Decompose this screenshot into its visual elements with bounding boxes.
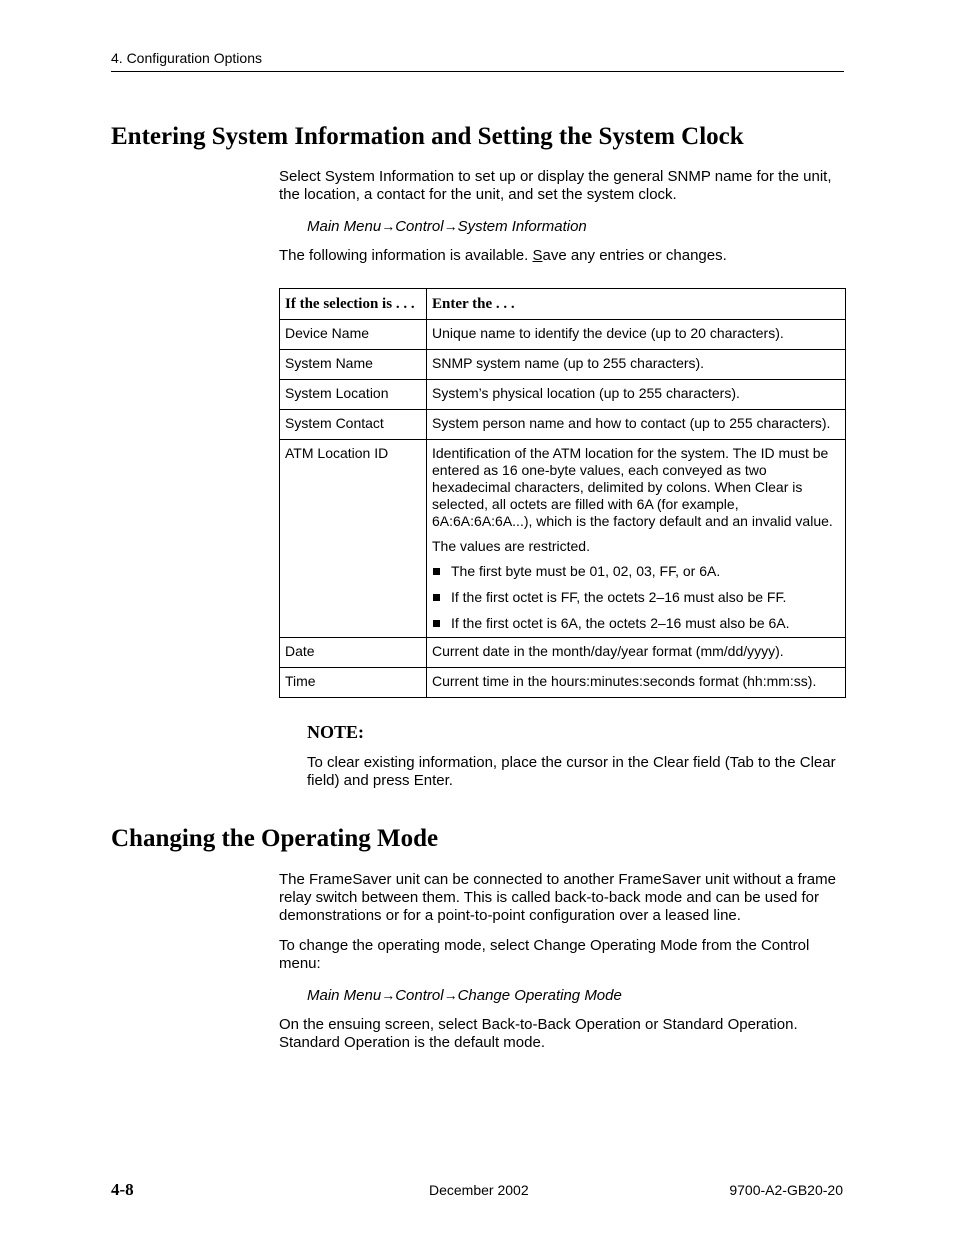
menu-path-step: Change Operating Mode [457,987,622,1004]
page-number: 4-8 [111,1180,134,1199]
right-arrow-icon: → [443,218,458,234]
selection-cell: Date [280,638,427,668]
selection-cell: Device Name [280,320,427,350]
list-item: The first byte must be 01, 02, 03, FF, or 6A. [432,563,840,580]
table-row [280,638,846,668]
table-row [280,668,846,698]
selection-cell: ATM Location ID [280,440,427,638]
save-hotkey-letter: S [532,247,543,264]
column-header-selection: If the selection is . . . [280,289,427,320]
note-text: To clear existing information, place the cursor in the Clear field (Tab to the Clear field) and press Enter. [307,754,836,789]
available-info-text [279,247,839,265]
system-info-intro: Select System Information to set up or display the general SNMP name for the unit, the location, a contact for the unit, and set the system clock. [279,168,832,203]
table-row [280,410,846,440]
table-row [280,320,846,350]
menu-path-step: Control [395,218,444,235]
section-title-system-information: Entering System Information and Setting the System Clock [111,123,744,150]
column-header-enter: Enter the . . . [427,289,846,320]
list-item: If the first octet is FF, the octets 2–16 must also be FF. [432,589,840,606]
menu-path-system-information [307,217,587,236]
publication-date: December 2002 [429,1182,529,1198]
description-cell: Unique name to identify the device (up to 20 characters). [427,320,846,350]
available-info-prefix: The following information is available. [279,247,533,264]
menu-path-change-operating-mode [307,986,622,1005]
description-cell: SNMP system name (up to 255 characters). [427,350,846,380]
restriction-list [432,563,840,632]
menu-path-step: Main Menu [307,987,382,1004]
description-cell: Current date in the month/day/year format (mm/dd/yyyy). [427,638,846,668]
right-arrow-icon: → [381,987,396,1003]
table-row [280,380,846,410]
selection-cell: System Location [280,380,427,410]
table-row [280,440,846,638]
right-arrow-icon: → [443,987,458,1003]
selection-cell: System Contact [280,410,427,440]
running-header: 4. Configuration Options [111,50,844,72]
atm-id-restricted-note: The values are restricted. [432,538,590,554]
description-cell: Current time in the hours:minutes:seconds format (hh:mm:ss). [427,668,846,698]
description-cell: System’s physical location (up to 255 characters). [427,380,846,410]
atm-id-description: Identification of the ATM location for the system. The ID must be entered as 16 one-byte values, each conveyed as two hexadecimal characters, delimited by colons. When Clear is selected, all octets are filled with 6A (for example, 6A:6A:6A:6A...), which is the factory default and an invalid value. [432,445,833,529]
description-cell [427,440,846,638]
available-info-suffix: ave any entries or changes. [542,247,727,264]
table-row [280,350,846,380]
operating-mode-para-1: The FrameSaver unit can be connected to another FrameSaver unit without a frame relay switch between them. This is called back-to-back mode and can be used for demonstrations or for a point-to-point configuration over a leased line. [279,871,836,924]
operating-mode-para-2: To change the operating mode, select Change Operating Mode from the Control menu: [279,937,810,972]
right-arrow-icon: → [381,218,396,234]
table-header-row [280,289,846,320]
operating-mode-para-3: On the ensuing screen, select Back-to-Back Operation or Standard Operation. Standard Operation is the default mode. [279,1016,798,1051]
selection-cell: System Name [280,350,427,380]
system-information-table [279,288,846,698]
description-cell: System person name and how to contact (up to 255 characters). [427,410,846,440]
menu-path-step: Main Menu [307,218,382,235]
list-item: If the first octet is 6A, the octets 2–16 must also be 6A. [432,615,840,632]
note-label: NOTE: [307,722,365,742]
selection-cell: Time [280,668,427,698]
section-title-operating-mode: Changing the Operating Mode [111,825,439,852]
menu-path-step: System Information [457,218,587,235]
menu-path-step: Control [395,987,444,1004]
document-number: 9700-A2-GB20-20 [729,1182,843,1198]
